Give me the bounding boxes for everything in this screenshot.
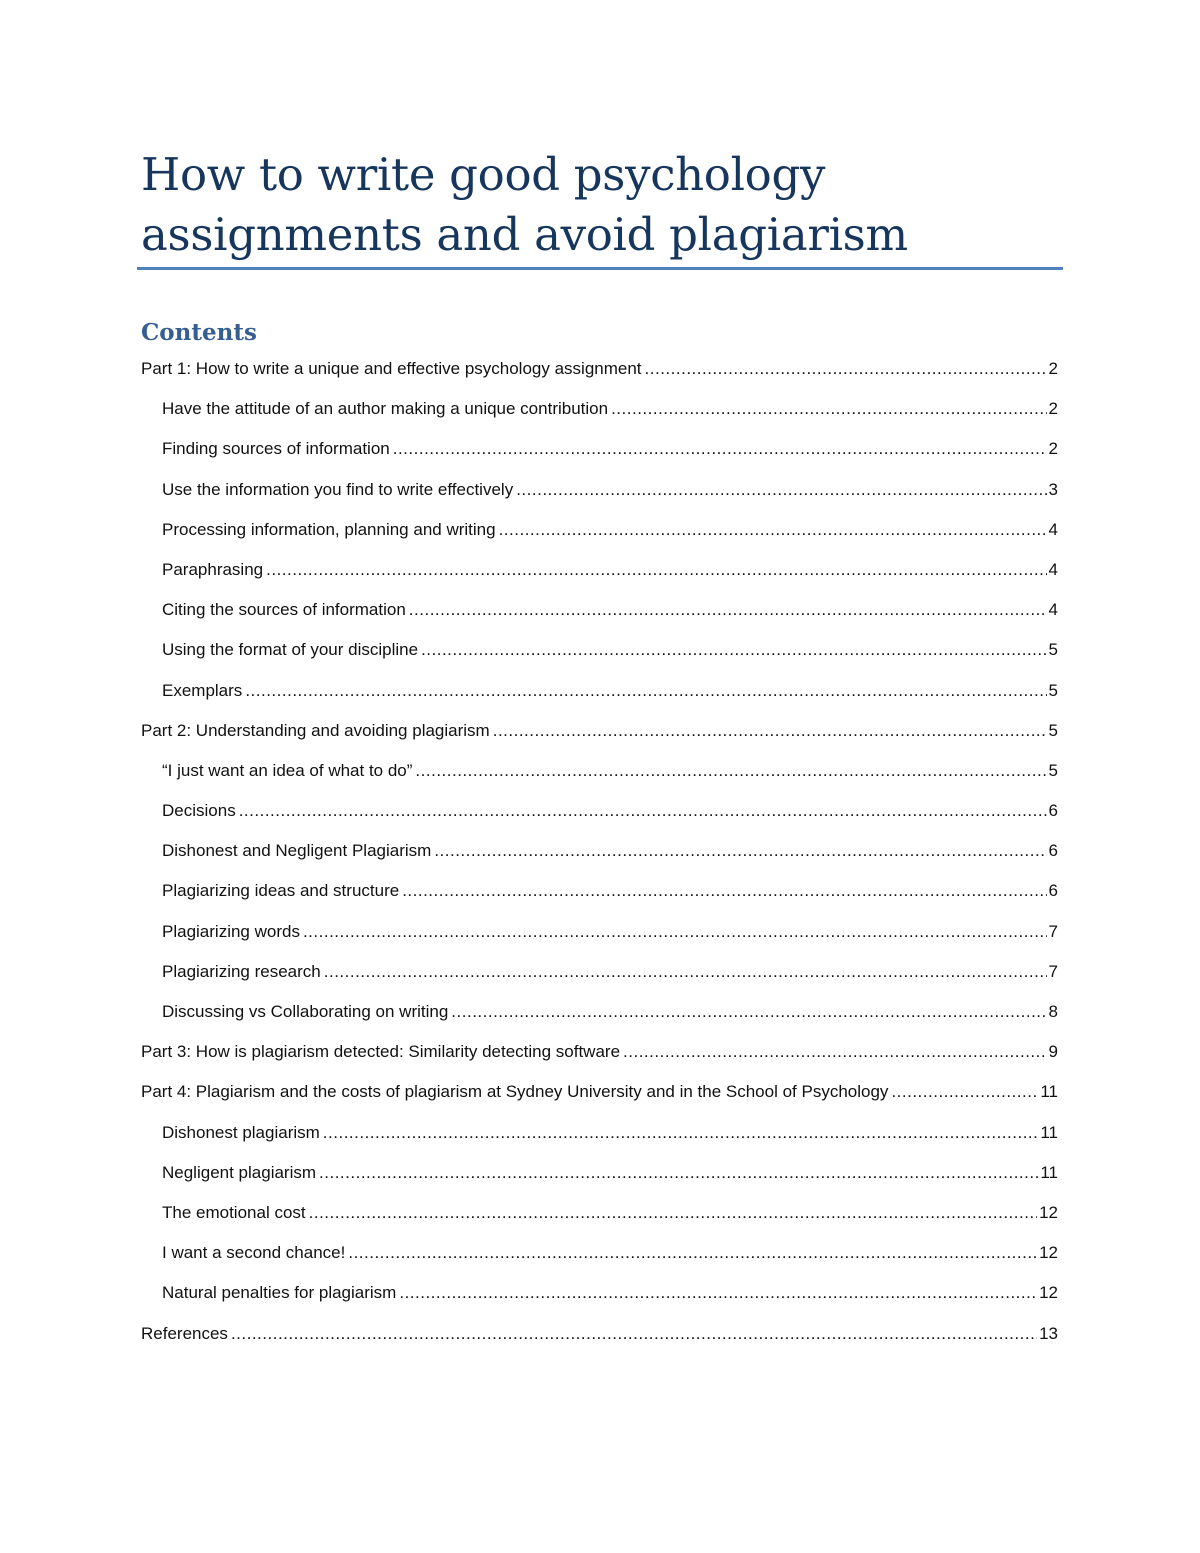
toc-entry-title: Part 4: Plagiarism and the costs of plagiarism at Sydney University and in the School of Psychology bbox=[141, 1082, 889, 1102]
toc-dot-leader bbox=[421, 635, 1046, 665]
toc-page-number: 7 bbox=[1048, 961, 1058, 981]
toc-page-number: 11 bbox=[1040, 1162, 1058, 1182]
toc-entry-title: Plagiarizing ideas and structure bbox=[162, 881, 400, 901]
document-title bbox=[141, 145, 1061, 265]
toc-page-number: 5 bbox=[1048, 720, 1058, 740]
title-divider bbox=[137, 267, 1063, 270]
toc-entry[interactable] bbox=[141, 434, 1058, 474]
toc-dot-leader bbox=[402, 876, 1046, 906]
toc-entry-title: Part 3: How is plagiarism detected: Similarity detecting software bbox=[141, 1042, 621, 1062]
toc-page-number: 11 bbox=[1040, 1122, 1058, 1142]
toc-page-number: 2 bbox=[1048, 399, 1058, 419]
toc-dot-leader bbox=[324, 957, 1047, 987]
toc-dot-leader bbox=[303, 917, 1047, 947]
document-title-line-1: How to write good psychology bbox=[141, 148, 826, 201]
table-of-contents bbox=[141, 354, 1058, 1359]
toc-entry-title: Negligent plagiarism bbox=[162, 1162, 317, 1182]
toc-page-number: 2 bbox=[1048, 359, 1058, 378]
toc-page-number: 12 bbox=[1039, 1243, 1058, 1263]
toc-entry[interactable] bbox=[141, 1238, 1058, 1278]
toc-entry-title: Have the attitude of an author making a unique contribution bbox=[162, 399, 609, 419]
toc-entry[interactable] bbox=[141, 1037, 1058, 1077]
toc-entry-title: Plagiarizing words bbox=[162, 921, 300, 941]
toc-page-number: 13 bbox=[1039, 1323, 1058, 1343]
toc-dot-leader bbox=[323, 1118, 1039, 1148]
toc-entry[interactable] bbox=[141, 676, 1058, 716]
toc-dot-leader bbox=[393, 434, 1047, 464]
toc-entry[interactable] bbox=[141, 1319, 1058, 1359]
toc-dot-leader bbox=[623, 1037, 1047, 1067]
toc-entry[interactable] bbox=[141, 394, 1058, 434]
toc-entry-title: Finding sources of information bbox=[162, 439, 390, 459]
toc-entry[interactable] bbox=[141, 354, 1058, 394]
toc-entry-title: Processing information, planning and writing bbox=[162, 519, 496, 539]
toc-entry[interactable] bbox=[141, 957, 1058, 997]
toc-page-number: 12 bbox=[1039, 1202, 1058, 1222]
toc-dot-leader bbox=[319, 1158, 1038, 1188]
toc-entry[interactable] bbox=[141, 876, 1058, 916]
toc-entry-title: Plagiarizing research bbox=[162, 961, 321, 981]
toc-entry-title: Paraphrasing bbox=[162, 559, 264, 579]
toc-entry[interactable] bbox=[141, 515, 1058, 555]
toc-entry-title: Dishonest plagiarism bbox=[162, 1122, 320, 1142]
toc-dot-leader bbox=[891, 1077, 1038, 1107]
toc-dot-leader bbox=[645, 354, 1047, 384]
toc-entry[interactable] bbox=[141, 555, 1058, 595]
toc-page-number: 6 bbox=[1048, 801, 1058, 821]
toc-entry[interactable] bbox=[141, 595, 1058, 635]
toc-page-number: 11 bbox=[1040, 1082, 1058, 1102]
toc-dot-leader bbox=[499, 515, 1047, 545]
toc-dot-leader bbox=[309, 1198, 1037, 1228]
document-title-line-2: assignments and avoid plagiarism bbox=[141, 208, 908, 261]
toc-entry-title: Discussing vs Collaborating on writing bbox=[162, 1002, 449, 1021]
toc-dot-leader bbox=[516, 475, 1046, 505]
toc-entry[interactable] bbox=[141, 1158, 1058, 1198]
toc-dot-leader bbox=[348, 1238, 1037, 1268]
toc-page-number: 7 bbox=[1048, 921, 1058, 941]
toc-page-number: 4 bbox=[1048, 600, 1058, 620]
toc-entry-title: Natural penalties for plagiarism bbox=[162, 1283, 397, 1303]
toc-entry-title: Part 1: How to write a unique and effective psychology assignment bbox=[141, 359, 642, 378]
toc-entry[interactable] bbox=[141, 635, 1058, 675]
toc-entry-title: Exemplars bbox=[162, 680, 243, 700]
toc-dot-leader bbox=[434, 836, 1046, 866]
toc-entry[interactable] bbox=[141, 1198, 1058, 1238]
toc-page-number: 12 bbox=[1039, 1283, 1058, 1303]
toc-page-number: 2 bbox=[1048, 439, 1058, 459]
toc-entry[interactable] bbox=[141, 917, 1058, 957]
toc-entry-title: Decisions bbox=[162, 801, 236, 821]
toc-entry-title: Dishonest and Negligent Plagiarism bbox=[162, 841, 432, 861]
toc-dot-leader bbox=[493, 716, 1047, 746]
toc-entry[interactable] bbox=[141, 836, 1058, 876]
contents-heading: Contents bbox=[141, 319, 257, 346]
toc-dot-leader bbox=[239, 796, 1047, 826]
toc-page-number: 9 bbox=[1048, 1042, 1058, 1062]
toc-page-number: 5 bbox=[1048, 760, 1058, 780]
toc-entry-title: The emotional cost bbox=[162, 1202, 306, 1222]
toc-dot-leader bbox=[245, 676, 1046, 706]
toc-dot-leader bbox=[451, 997, 1046, 1027]
toc-page-number: 5 bbox=[1048, 640, 1058, 660]
toc-entry[interactable] bbox=[141, 997, 1058, 1037]
toc-page-number: 8 bbox=[1048, 1002, 1058, 1021]
toc-entry[interactable] bbox=[141, 1278, 1058, 1318]
toc-page-number: 6 bbox=[1048, 881, 1058, 901]
toc-dot-leader bbox=[415, 756, 1046, 786]
toc-dot-leader bbox=[409, 595, 1047, 625]
toc-entry[interactable] bbox=[141, 475, 1058, 515]
toc-entry[interactable] bbox=[141, 796, 1058, 836]
toc-page-number: 6 bbox=[1048, 841, 1058, 861]
toc-entry[interactable] bbox=[141, 1118, 1058, 1158]
toc-dot-leader bbox=[399, 1278, 1037, 1308]
toc-entry[interactable] bbox=[141, 1077, 1058, 1117]
toc-dot-leader bbox=[611, 394, 1046, 424]
toc-entry[interactable] bbox=[141, 716, 1058, 756]
toc-entry-title: Use the information you find to write effectively bbox=[162, 479, 514, 499]
toc-entry-title: Citing the sources of information bbox=[162, 600, 406, 620]
toc-dot-leader bbox=[266, 555, 1046, 585]
toc-page-number: 5 bbox=[1048, 680, 1058, 700]
toc-entry-title: References bbox=[141, 1323, 228, 1343]
toc-entry-title: I want a second chance! bbox=[162, 1243, 346, 1263]
toc-page-number: 3 bbox=[1048, 479, 1058, 499]
toc-entry[interactable] bbox=[141, 756, 1058, 796]
toc-dot-leader bbox=[231, 1319, 1037, 1349]
toc-entry-title: Using the format of your discipline bbox=[162, 640, 419, 660]
toc-entry-title: Part 2: Understanding and avoiding plagiarism bbox=[141, 720, 490, 740]
toc-page-number: 4 bbox=[1048, 519, 1058, 539]
toc-entry-title: “I just want an idea of what to do” bbox=[162, 760, 413, 780]
toc-page-number: 4 bbox=[1048, 559, 1058, 579]
